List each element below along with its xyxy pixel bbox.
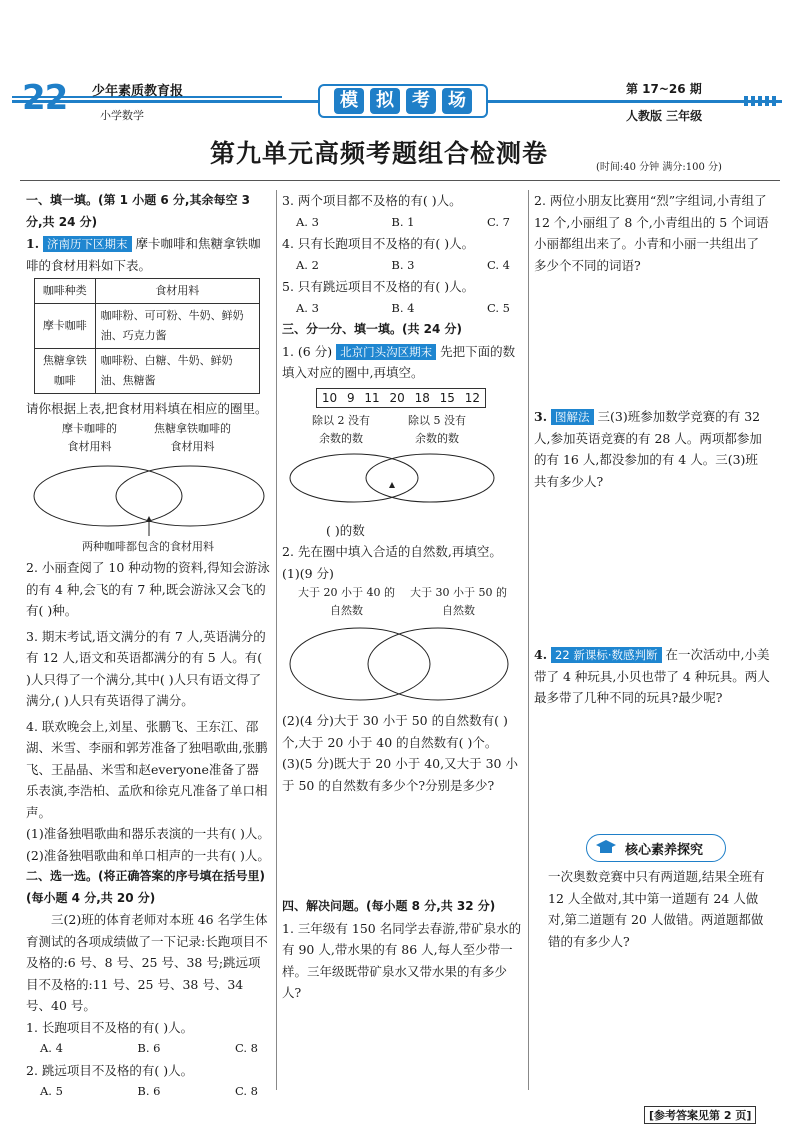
venn-label-bottom: 两种咖啡都包含的食材用料 (82, 539, 214, 553)
venn-label-left: 摩卡咖啡的 食材用料 (62, 421, 117, 453)
number: 9 (346, 390, 355, 405)
option: A. 5 (40, 1084, 63, 1098)
venn-circles (26, 456, 270, 542)
choice-options (26, 1038, 270, 1060)
section-heading: 四、解决问题。(每小题 8 分,共 32 分) (282, 899, 496, 913)
table-cell: 摩卡咖啡 (35, 304, 96, 349)
number-box (316, 388, 486, 408)
option: B. 1 (391, 214, 415, 229)
table-row (35, 349, 260, 394)
question-3-2: 2. 先在圈中填入合适的自然数,再填空。 (282, 544, 502, 559)
question-2: 2. 小丽查阅了 10 种动物的资料,得知会游泳的有 4 种,会飞的有 7 种,既会游泳又会飞的有( )种。 (26, 560, 270, 618)
option: A. 3 (296, 214, 319, 229)
venn-label-left: 除以 2 没有 余数的数 (312, 413, 370, 445)
table-cell: 咖啡粉、可可粉、牛奶、鲜奶油、巧克力酱 (95, 304, 259, 349)
question-3-2-1: (1)(9 分) (282, 565, 334, 581)
option: B. 3 (391, 257, 415, 272)
page-title: 第九单元高频考题组合检测卷 (210, 139, 549, 168)
choice-question: 4. 只有长跑项目不及格的有( )人。 (282, 236, 475, 251)
option: A. 2 (296, 257, 319, 272)
title-rule (20, 180, 780, 181)
number: 12 (464, 390, 480, 405)
venn-label-right: 焦糖拿铁咖啡的 食材用料 (154, 421, 231, 453)
venn-label-left: 大于 20 小于 40 的 自然数 (298, 586, 395, 617)
choice-options (26, 1081, 270, 1103)
option: B. 6 (137, 1084, 161, 1098)
answer-reference: [参考答案见第 2 页] (644, 1106, 756, 1124)
option: C. 8 (234, 1084, 258, 1098)
problem-2: 2. 两位小朋友比赛用“烈”字组词,小青组了 12 个,小丽组了 8 个,小青组出的 5 个词语小丽都组出来了。小青和小丽一共组出了多少个不同的词语? (534, 193, 769, 273)
table-row (35, 304, 260, 349)
question-1 (26, 233, 270, 276)
column-divider (276, 190, 277, 1090)
core-problem: 一次奥数竞赛中只有两道题,结果全班有 12 人全做对,其中第一道题有 24 人做对,第二道题有 20 人做错。两道题都做错的有多少人? (548, 869, 765, 949)
choice-question: 3. 两个项目都不及格的有( )人。 (282, 193, 462, 208)
option: C. 8 (234, 1041, 258, 1055)
section-heading: 二、选一选。(将正确答案的序号填在括号里)(每小题 4 分,共 20 分) (26, 869, 265, 905)
venn-label-right: 除以 5 没有 余数的数 (408, 413, 466, 445)
core-title: 核心素养探究 (625, 842, 704, 858)
column-left (26, 190, 270, 1103)
option: A. 3 (296, 300, 319, 315)
option: A. 4 (40, 1041, 63, 1055)
blank-line: ( )的数 (326, 522, 365, 538)
issue-number: 22 (22, 78, 68, 118)
banner-char: 拟 (370, 88, 400, 114)
issue-range: 第 17~26 期 (626, 82, 702, 96)
section-heading: 三、分一分、填一填。(共 24 分) (282, 322, 463, 336)
problem-4: 4. 22 新课标·数感判断 在一次活动中,小美带了 4 种玩具,小贝也带了 4 种玩具。两人最多带了几种不同的玩具?最少呢? (534, 647, 770, 705)
source-tag: 济南历下区期末 (43, 236, 132, 252)
subject-label: 小学数学 (100, 109, 144, 122)
method-tag: 图解法 (551, 409, 594, 425)
banner-char: 场 (442, 88, 472, 114)
column-middle (282, 190, 522, 1004)
venn-natural (282, 584, 522, 710)
venn-circles (282, 620, 518, 710)
option: C. 7 (486, 214, 510, 229)
question-4: 4. 联欢晚会上,刘星、张鹏飞、王东江、邵湖、米雪、李丽和郭芳准备了独唱歌曲,张鹏飞、王晶晶、米雪和赵everyone准备了器乐表演,李浩柏、孟欣和徐克凡准备了单口相声。 (26, 718, 268, 820)
option: B. 4 (391, 300, 415, 315)
question-3: 3. 期末考试,语文满分的有 7 人,英语满分的有 12 人,语文和英语都满分的有 5 人。有( )人只得了一个满分,其中( )人只有语文得了满分,( )人只有英语得了满分。 (26, 628, 266, 708)
question-3-2-3: (3)(5 分)既大于 20 小于 40,又大于 30 小于 50 的自然数有多少个?分别是多少? (282, 756, 518, 793)
banner-char: 考 (406, 88, 436, 114)
number: 11 (364, 390, 380, 405)
question-4-a: (1)准备独唱歌曲和器乐表演的一共有( )人。 (26, 826, 270, 841)
choice-options (282, 255, 522, 277)
question-3-2-2: (2)(4 分)大于 30 小于 50 的自然数有( )个,大于 20 小于 40 的自然数有( )个。 (282, 713, 508, 750)
banner-char: 模 (334, 88, 364, 114)
edition-label: 人教版 三年级 (626, 109, 703, 123)
newspaper-name: 少年素质教育报 (92, 84, 184, 99)
table-cell: 焦糖拿铁咖啡 (35, 349, 96, 394)
section-banner (318, 84, 488, 118)
standard-tag: 22 新课标·数感判断 (551, 647, 661, 663)
coffee-table (34, 278, 260, 394)
graduation-cap-icon (595, 839, 617, 857)
question-3-1: 1. (6 分) 北京门头沟区期末 先把下面的数填入对应的圈中,再填空。 (282, 343, 516, 380)
source-tag: 北京门头沟区期末 (336, 344, 436, 360)
table-cell: 咖啡粉、白糖、牛奶、鲜奶油、焦糖酱 (95, 349, 259, 394)
venn-circles (282, 448, 518, 518)
number: 18 (414, 390, 430, 405)
question-text: 请你根据上表,把食材用料填在相应的圈里。 (26, 401, 268, 416)
number: 10 (321, 390, 338, 405)
choice-question: 5. 只有跳远项目不及格的有( )人。 (282, 279, 475, 294)
option: C. 4 (486, 257, 510, 272)
venn-label-right: 大于 30 小于 50 的 自然数 (410, 586, 507, 617)
number: 20 (389, 390, 405, 405)
column-right (534, 190, 770, 709)
time-info: (时间:40 分钟 满分:100 分) (596, 162, 722, 173)
choice-question: 2. 跳远项目不及格的有( )人。 (26, 1062, 194, 1078)
table-header: 咖啡种类 (35, 279, 96, 304)
problem-3: 3. 图解法 三(3)班参加数学竞赛的有 32 人,参加英语竞赛的有 28 人。两项都参加的有 16 人,都没参加的有 4 人。三(3)班共有多少人? (534, 409, 762, 489)
venn-coffee (26, 420, 270, 540)
choice-question: 1. 长跑项目不及格的有( )人。 (26, 1019, 194, 1035)
choice-options (282, 212, 522, 234)
table-header: 食材用料 (95, 279, 259, 304)
core-literacy-badge (586, 834, 726, 862)
option: B. 6 (137, 1041, 161, 1055)
choice-options (282, 298, 522, 320)
column-divider (528, 190, 529, 1090)
number: 15 (439, 390, 455, 405)
question-number: 1. (26, 236, 40, 251)
venn-remainder (282, 412, 522, 520)
problem-1: 1. 三年级有 150 名同学去春游,带矿泉水的有 90 人,带水果的有 86 人,每人至少带一样。三年级既带矿泉水又带水果的有多少人? (282, 920, 522, 1000)
section-intro: 三(2)班的体育老师对本班 46 名学生体育测试的各项成绩做了一下记录:长跑项目不及格的:6 号、8 号、25 号、38 号;跳远项目不及格的:11 号、25 号、38 号、34 号、40 号。 (26, 912, 268, 1013)
decor-stripes (744, 96, 776, 106)
section-heading: 一、填一填。(第 1 小题 6 分,其余每空 3 分,共 24 分) (26, 193, 250, 229)
question-4-b: (2)准备独唱歌曲和单口相声的一共有( )人。 (26, 847, 270, 863)
option: C. 5 (486, 300, 510, 315)
question-text: 摩卡咖啡和焦糖拿铁咖啡的食材用料如下表。 (26, 236, 261, 273)
